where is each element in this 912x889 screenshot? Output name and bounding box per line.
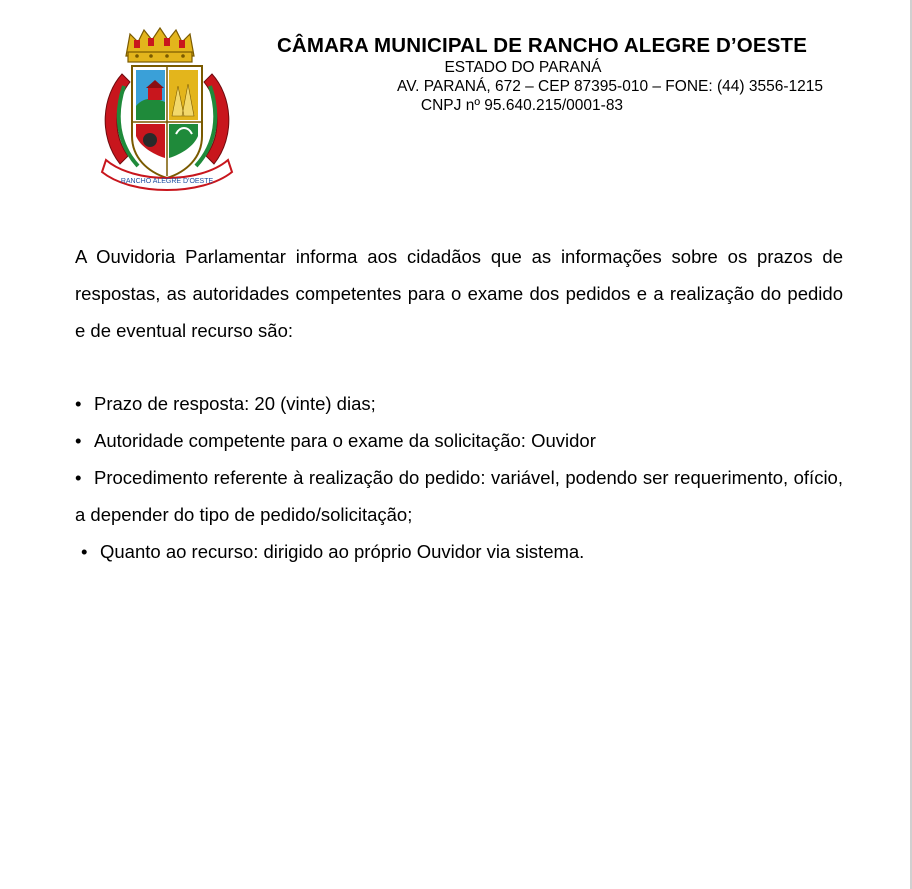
list-item [75,385,843,422]
shield-icon [132,66,202,178]
bullet-icon: • [81,541,88,562]
list-item-text: Autoridade competente para o exame da solicitação: Ouvidor [94,430,596,451]
list-item-text: Procedimento referente à realização do pedido: variável, podendo ser requerimento, ofício, a depender do tipo de pedido/solicitação; [75,467,843,525]
letterhead [222,34,862,115]
crest-ribbon-text: RANCHO ALEGRE D'OESTE [120,178,214,185]
bullet-icon: • [75,430,82,451]
bullet-icon: • [75,467,82,488]
bullet-icon: • [75,393,82,414]
intro-paragraph: A Ouvidoria Parlamentar informa aos cidadãos que as informações sobre os prazos de respostas, as autoridades competentes para o exame dos pedidos e a realização do pedido e de eventual recurso são: [75,246,843,341]
list-item [75,459,843,533]
crown-icon [126,28,194,62]
list-item [75,422,843,459]
info-list [75,385,843,570]
state-line: ESTADO DO PARANÁ [444,59,602,76]
cnpj-line: CNPJ nº 95.640.215/0001-83 [420,97,624,114]
institution-title: CÂMARA MUNICIPAL DE RANCHO ALEGRE D’OESTE [276,34,808,57]
list-item-text: Quanto ao recurso: dirigido ao próprio Ouvidor via sistema. [100,541,585,562]
address-line: AV. PARANÁ, 672 – CEP 87395-010 – FONE: (44) 3556-1215 [397,78,823,95]
document-body [75,238,843,570]
list-item-text: Prazo de resposta: 20 (vinte) dias; [94,393,376,414]
list-item [75,533,843,570]
